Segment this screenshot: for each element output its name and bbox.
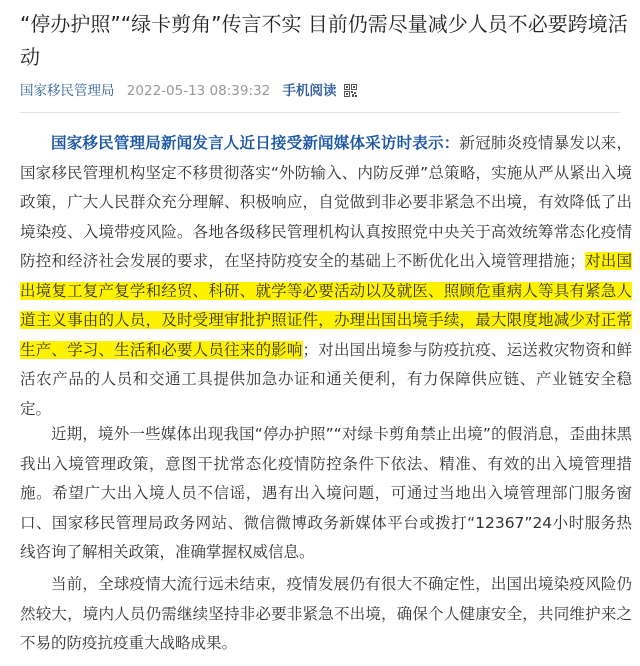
article-title: “停办护照”“绿卡剪角”传言不实 目前仍需尽量减少人员不必要跨境活动 [20,12,628,69]
meta-divider [20,112,620,113]
paragraph-1 [20,129,632,424]
paragraph-1-text: 新冠肺炎疫情暴发以来，国家移民管理机构坚定不移贯彻落实“外防输入、内防反弹”总策略，实施从严从紧出入境政策，广大人民群众充分理解、积极响应，自觉做到非必要非紧急不出境，有效降低了出境染疫、入境带疫风险。各地各级移民管理机构认真按照党中央关于高效统筹常态化疫情防控和经济社会发展的要求，在坚持防疫安全的基础上不断优化出入境管理措施； [20,134,632,270]
paragraph-2: 近期，境外一些媒体出现我国“停办护照”“对绿卡剪角禁止出境”的假消息，歪曲抹黑我出入境管理政策，意图干扰常态化疫情防控条件下依法、精准、有效的出入境管理措施。希望广大出入境人员不信谣，遇有出入境问题，可通过当地出入境管理部门服务窗口、国家移民管理局政务网站、微信微博政务新媒体平台或拨打“12367”24小时服务热线咨询了解相关政策，准确掌握权威信息。 [20,425,632,561]
spokesperson-lead: 国家移民管理局新闻发言人近日接受新闻媒体采访时表示： [51,134,460,152]
mobile-read-link[interactable]: 手机阅读 [282,83,337,99]
publish-datetime: 2022-05-13 08:39:32 [126,83,271,99]
highlighted-text: 对出国出境复工复产复学和经贸、科研、就学等必要活动以及就医、照顾危重病人等具有紧急人道主义事由的人员，及时受理审批护照证件，办理出国出境手续，最大限度地减少对正常生产、学习、生活和必要人员往来的影响 [20,252,632,359]
paragraph-3: 当前，全球疫情大流行远未结束，疫情发展仍有很大不确定性，出国出境染疫风险仍然较大，境内人员仍需继续坚持非必要非紧急不出境，确保个人健康安全，共同维护来之不易的防疫抗疫重大战略成果。 [20,575,632,652]
article-meta [20,81,357,103]
paragraph-1-tail: ；对出国出境参与防疫抗疫、运送救灾物资和鲜活农产品的人员和交通工具提供加急办证和通关便利，有力保障供应链、产业链安全稳定。 [20,340,632,418]
qr-code-icon[interactable] [344,83,357,103]
source-link[interactable]: 国家移民管理局 [20,83,115,99]
